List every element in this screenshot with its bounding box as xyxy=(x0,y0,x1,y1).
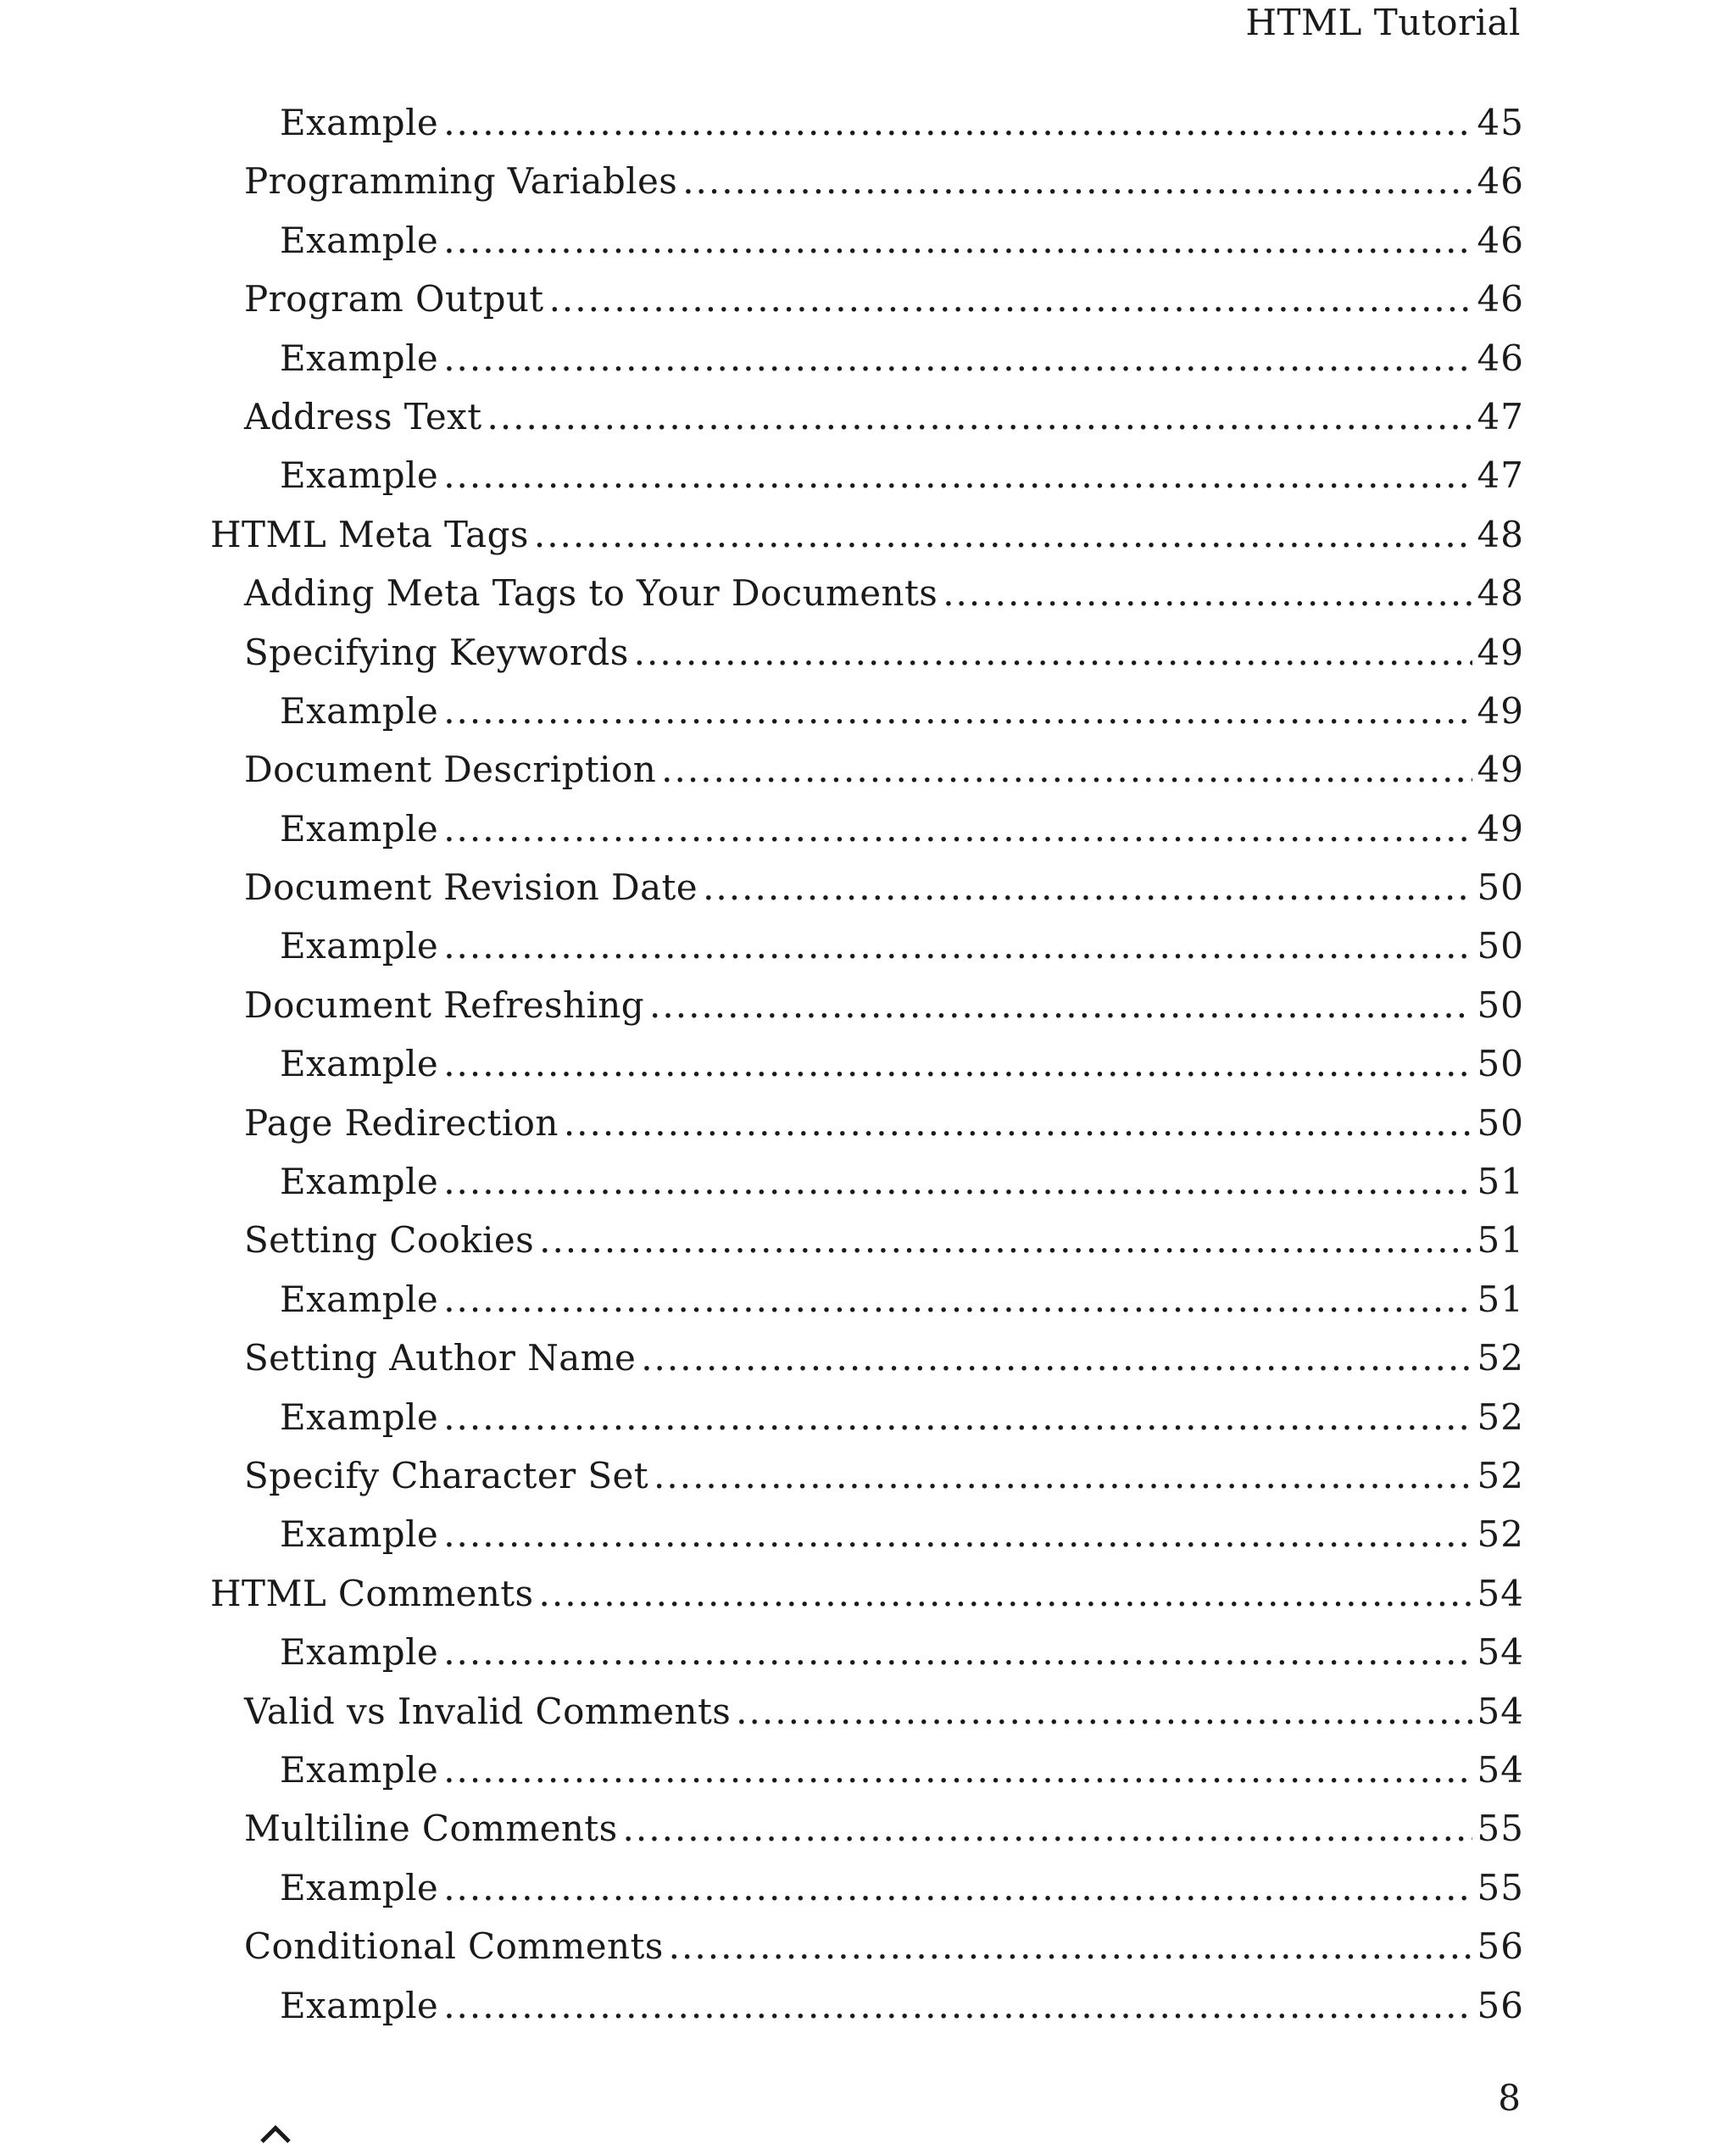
toc-dot-leader xyxy=(443,1513,1472,1555)
toc-entry[interactable] xyxy=(210,1691,1524,1749)
toc-entry[interactable] xyxy=(210,396,1524,454)
toc-entry-page: 56 xyxy=(1477,1925,1524,1968)
toc-entry-page: 46 xyxy=(1477,219,1524,261)
toc-entry[interactable] xyxy=(210,690,1524,749)
toc-entry-title: Specify Character Set xyxy=(244,1454,649,1496)
toc-dot-leader xyxy=(443,337,1472,379)
toc-dot-leader xyxy=(641,1337,1472,1379)
toc-entry-page: 48 xyxy=(1477,572,1524,615)
toc-entry-title: Document Revision Date xyxy=(244,866,698,909)
toc-entry-page: 51 xyxy=(1477,1219,1524,1262)
toc-entry-title: Example xyxy=(280,1866,439,1908)
toc-entry-title: Example xyxy=(280,807,439,850)
toc-entry-title: Example xyxy=(280,1278,439,1320)
toc-dot-leader xyxy=(703,866,1472,908)
toc-entry-page: 52 xyxy=(1477,1337,1524,1379)
toc-entry-page: 56 xyxy=(1477,1984,1524,2026)
toc-entry-title: Setting Cookies xyxy=(244,1219,535,1262)
toc-entry-title: Example xyxy=(280,337,439,379)
toc-entry-title: Multiline Comments xyxy=(244,1808,618,1850)
toc-entry-page: 52 xyxy=(1477,1396,1524,1438)
toc-entry-title: Address Text xyxy=(244,395,482,437)
toc-entry[interactable] xyxy=(210,1219,1524,1278)
toc-entry-title: Document Description xyxy=(244,749,657,791)
toc-entry-page: 47 xyxy=(1477,454,1524,497)
toc-entry-title: Example xyxy=(280,1513,439,1556)
toc-entry-title: Example xyxy=(280,1984,439,2026)
toc-entry-title: Example xyxy=(280,689,439,732)
toc-entry[interactable] xyxy=(210,1102,1524,1161)
toc-dot-leader xyxy=(736,1691,1472,1732)
toc-entry[interactable] xyxy=(210,1161,1524,1219)
toc-entry-title: Adding Meta Tags to Your Documents xyxy=(244,572,938,615)
toc-entry-page: 50 xyxy=(1477,983,1524,1026)
toc-dot-leader xyxy=(443,1279,1472,1320)
toc-entry-page: 52 xyxy=(1477,1454,1524,1496)
toc-entry[interactable] xyxy=(210,220,1524,278)
toc-entry-page: 51 xyxy=(1477,1161,1524,1203)
toc-entry-page: 54 xyxy=(1477,1690,1524,1732)
toc-entry-title: HTML Comments xyxy=(210,1572,534,1614)
toc-entry-page: 52 xyxy=(1477,1513,1524,1556)
toc-dot-leader xyxy=(443,102,1472,143)
toc-entry[interactable] xyxy=(210,454,1524,513)
toc-dot-leader xyxy=(539,1219,1472,1261)
toc-dot-leader xyxy=(443,1161,1472,1202)
toc-entry-page: 49 xyxy=(1477,689,1524,732)
toc-entry-title: Setting Author Name xyxy=(244,1337,637,1379)
toc-entry-title: Conditional Comments xyxy=(244,1925,664,1968)
toc-entry-title: Document Refreshing xyxy=(244,983,645,1026)
toc-dot-leader xyxy=(539,1573,1472,1614)
toc-entry[interactable] xyxy=(210,749,1524,807)
toc-entry[interactable] xyxy=(210,984,1524,1043)
toc-entry[interactable] xyxy=(210,572,1524,631)
chevron-up-icon[interactable] xyxy=(259,2120,292,2145)
toc-dot-leader xyxy=(634,632,1472,673)
toc-dot-leader xyxy=(443,925,1472,967)
toc-entry-page: 46 xyxy=(1477,337,1524,379)
toc-dot-leader xyxy=(443,1396,1472,1438)
toc-entry-title: Valid vs Invalid Comments xyxy=(244,1690,732,1732)
toc-entry-page: 46 xyxy=(1477,160,1524,203)
toc-entry-page: 49 xyxy=(1477,749,1524,791)
toc-entry-page: 50 xyxy=(1477,1101,1524,1144)
toc-entry-page: 51 xyxy=(1477,1278,1524,1320)
toc-entry[interactable] xyxy=(210,632,1524,690)
toc-entry-title: Example xyxy=(280,925,439,967)
toc-dot-leader xyxy=(443,808,1472,850)
toc-dot-leader xyxy=(443,454,1472,496)
table-of-contents xyxy=(210,102,1524,2043)
running-header: HTML Tutorial xyxy=(1245,2,1521,43)
toc-entry-page: 50 xyxy=(1477,866,1524,909)
toc-entry-page: 55 xyxy=(1477,1808,1524,1850)
toc-entry-title: Example xyxy=(280,102,439,143)
toc-entry[interactable] xyxy=(210,1573,1524,1631)
toc-entry-page: 49 xyxy=(1477,631,1524,673)
toc-entry-page: 50 xyxy=(1477,1043,1524,1085)
toc-dot-leader xyxy=(443,220,1472,261)
toc-dot-leader xyxy=(661,749,1472,790)
toc-dot-leader xyxy=(943,572,1472,614)
toc-dot-leader xyxy=(623,1808,1472,1849)
toc-entry-title: Programming Variables xyxy=(244,160,678,203)
toc-dot-leader xyxy=(669,1925,1472,1967)
toc-entry-page: 47 xyxy=(1477,395,1524,437)
toc-dot-leader xyxy=(534,514,1472,555)
toc-dot-leader xyxy=(487,396,1472,437)
toc-dot-leader xyxy=(564,1102,1472,1144)
toc-entry-title: Specifying Keywords xyxy=(244,631,629,673)
toc-entry-title: Example xyxy=(280,1396,439,1438)
toc-dot-leader xyxy=(443,690,1472,732)
page-number: 8 xyxy=(1498,2077,1521,2119)
toc-entry[interactable] xyxy=(210,278,1524,337)
toc-dot-leader xyxy=(549,278,1472,320)
toc-dot-leader xyxy=(443,1043,1472,1084)
toc-entry[interactable] xyxy=(210,925,1524,983)
toc-entry-title: Example xyxy=(280,219,439,261)
toc-entry[interactable] xyxy=(210,1749,1524,1808)
toc-dot-leader xyxy=(654,1455,1472,1496)
toc-entry-page: 45 xyxy=(1477,102,1524,143)
toc-entry-page: 55 xyxy=(1477,1866,1524,1908)
toc-entry[interactable] xyxy=(210,808,1524,866)
toc-entry-title: HTML Meta Tags xyxy=(210,513,529,555)
toc-entry-page: 54 xyxy=(1477,1572,1524,1614)
toc-dot-leader xyxy=(682,160,1472,202)
toc-entry-page: 50 xyxy=(1477,925,1524,967)
toc-dot-leader xyxy=(649,984,1472,1026)
toc-entry[interactable] xyxy=(210,1867,1524,1925)
toc-entry[interactable] xyxy=(210,1513,1524,1572)
toc-entry-page: 48 xyxy=(1477,513,1524,555)
toc-entry[interactable] xyxy=(210,1925,1524,1984)
toc-entry-title: Example xyxy=(280,454,439,497)
toc-entry[interactable] xyxy=(210,1985,1524,2043)
toc-dot-leader xyxy=(443,1631,1472,1673)
toc-entry-title: Example xyxy=(280,1161,439,1203)
toc-entry[interactable] xyxy=(210,866,1524,925)
toc-entry[interactable] xyxy=(210,1808,1524,1866)
toc-entry-page: 54 xyxy=(1477,1748,1524,1791)
toc-entry-title: Example xyxy=(280,1631,439,1674)
toc-entry-page: 54 xyxy=(1477,1631,1524,1674)
toc-entry-title: Program Output xyxy=(244,278,544,320)
toc-entry[interactable] xyxy=(210,1631,1524,1690)
toc-dot-leader xyxy=(443,1867,1472,1908)
toc-dot-leader xyxy=(443,1749,1472,1791)
toc-entry[interactable] xyxy=(210,160,1524,219)
toc-entry[interactable] xyxy=(210,1396,1524,1455)
toc-entry-title: Page Redirection xyxy=(244,1101,559,1144)
toc-entry[interactable] xyxy=(210,1043,1524,1101)
toc-entry[interactable] xyxy=(210,337,1524,396)
toc-entry-page: 49 xyxy=(1477,807,1524,850)
toc-entry[interactable] xyxy=(210,514,1524,572)
toc-entry[interactable] xyxy=(210,102,1524,160)
toc-entry[interactable] xyxy=(210,1279,1524,1337)
toc-dot-leader xyxy=(443,1985,1472,2026)
toc-entry-title: Example xyxy=(280,1043,439,1085)
toc-entry-title: Example xyxy=(280,1748,439,1791)
toc-entry[interactable] xyxy=(210,1337,1524,1396)
toc-entry-page: 46 xyxy=(1477,278,1524,320)
toc-entry[interactable] xyxy=(210,1455,1524,1513)
